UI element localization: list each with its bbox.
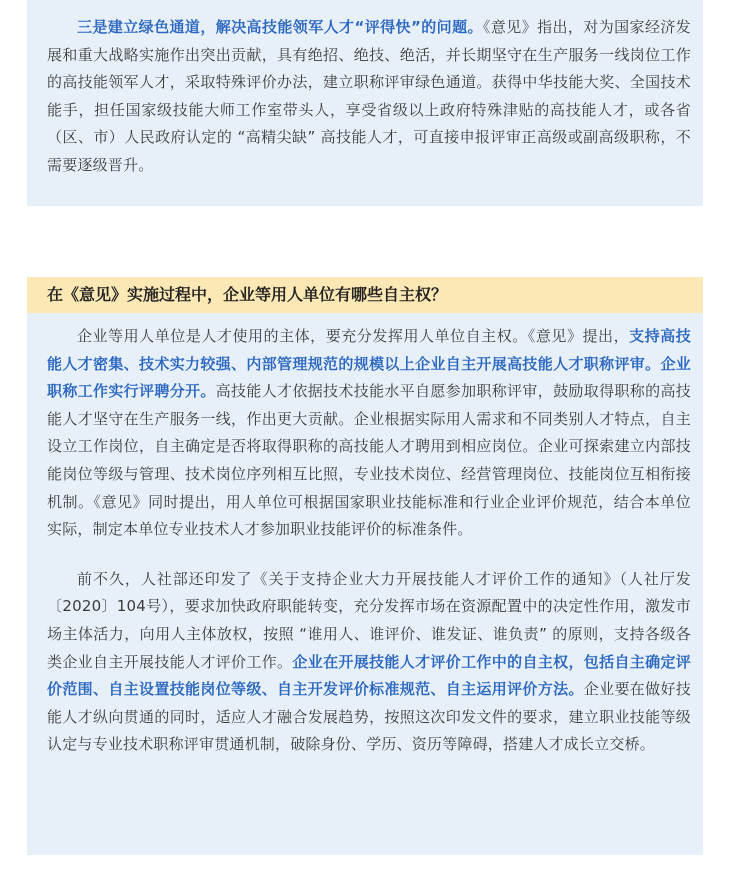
autonomy-paragraph-2 [47, 566, 691, 759]
green-channel-paragraph [47, 14, 691, 180]
para1-text-end: 高技能人才依据技术技能水平自愿参加职称评审，鼓励取得职称的高技能人才坚守在生产服务一线，作出更大贡献。企业根据实际用人需求和不同类别人才特点，自主设立工作岗位，自主确定是否将取得职称的高技能人才聘用到相应岗位。企业可探索建立内部技能岗位等级与管理、技术岗位序列相互比照，专业技术岗位、经营管理岗位、技能岗位互相衔接机制。《意见》同时提出，用人单位可根据国家职业技能标准和行业企业评价规范，结合本单位实际，制定本单位专业技术人才参加职业技能评价的标准条件。 [47, 382, 691, 539]
enterprise-autonomy-panel [27, 277, 703, 855]
section-body [27, 313, 703, 759]
green-channel-highlight: 三是建立绿色通道，解决高技能领军人才“评得快”的问题。 [77, 18, 483, 36]
green-channel-panel [27, 0, 703, 206]
para2-highlight: 企业在开展技能人才评价工作中的自主权，包括自主确定评价范围、自主设置技能岗位等级、自主开发评价标准规范、自主运用评价方法。 [47, 652, 692, 699]
autonomy-paragraph-1 [47, 323, 691, 544]
para2-text-start: 前不久，人社部还印发了《关于支持企业大力开展技能人才评价工作的通知》（人社厅发〔2020〕104号），要求加快政府职能转变，充分发挥市场在资源配置中的决定性作用，激发市场主体活力，向用人主体放权，按照 “谁用人、谁评价、谁发证、谁负责” 的原则，支持各级各类企业自主开展技能人才评价工作。 [47, 569, 691, 671]
para1-highlight: 支持高技能人才密集、技术实力较强、内部管理规范的规模以上企业自主开展高技能人才职称评审。企业职称工作实行评聘分开。 [47, 327, 691, 401]
section-heading: 在《意见》实施过程中，企业等用人单位有哪些自主权？ [27, 277, 703, 313]
para1-text-start: 企业等用人单位是人才使用的主体，要充分发挥用人单位自主权。《意见》提出， [77, 327, 630, 345]
para2-text-end: 企业要在做好技能人才纵向贯通的同时，适应人才融合发展趋势，按照这次印发文件的要求，建立职业技能等级认定与专业技术职称评审贯通机制，破除身份、学历、资历等障碍，搭建人才成长立交桥。 [47, 680, 691, 754]
green-channel-text: 《意见》指出，对为国家经济发展和重大战略实施作出突出贡献，具有绝招、绝技、绝活，并长期坚守在生产服务一线岗位工作的高技能领军人才，采取特殊评价办法，建立职称评审绿色通道。获得中华技能大奖、全国技术能手，担任国家级技能大师工作室带头人，享受省级以上政府特殊津贴的高技能人才，或各省（区、市）人民政府认定的 “高精尖缺” 高技能人才，可直接申报评审正高级或副高级职称，不需要逐级晋升。 [47, 18, 691, 174]
